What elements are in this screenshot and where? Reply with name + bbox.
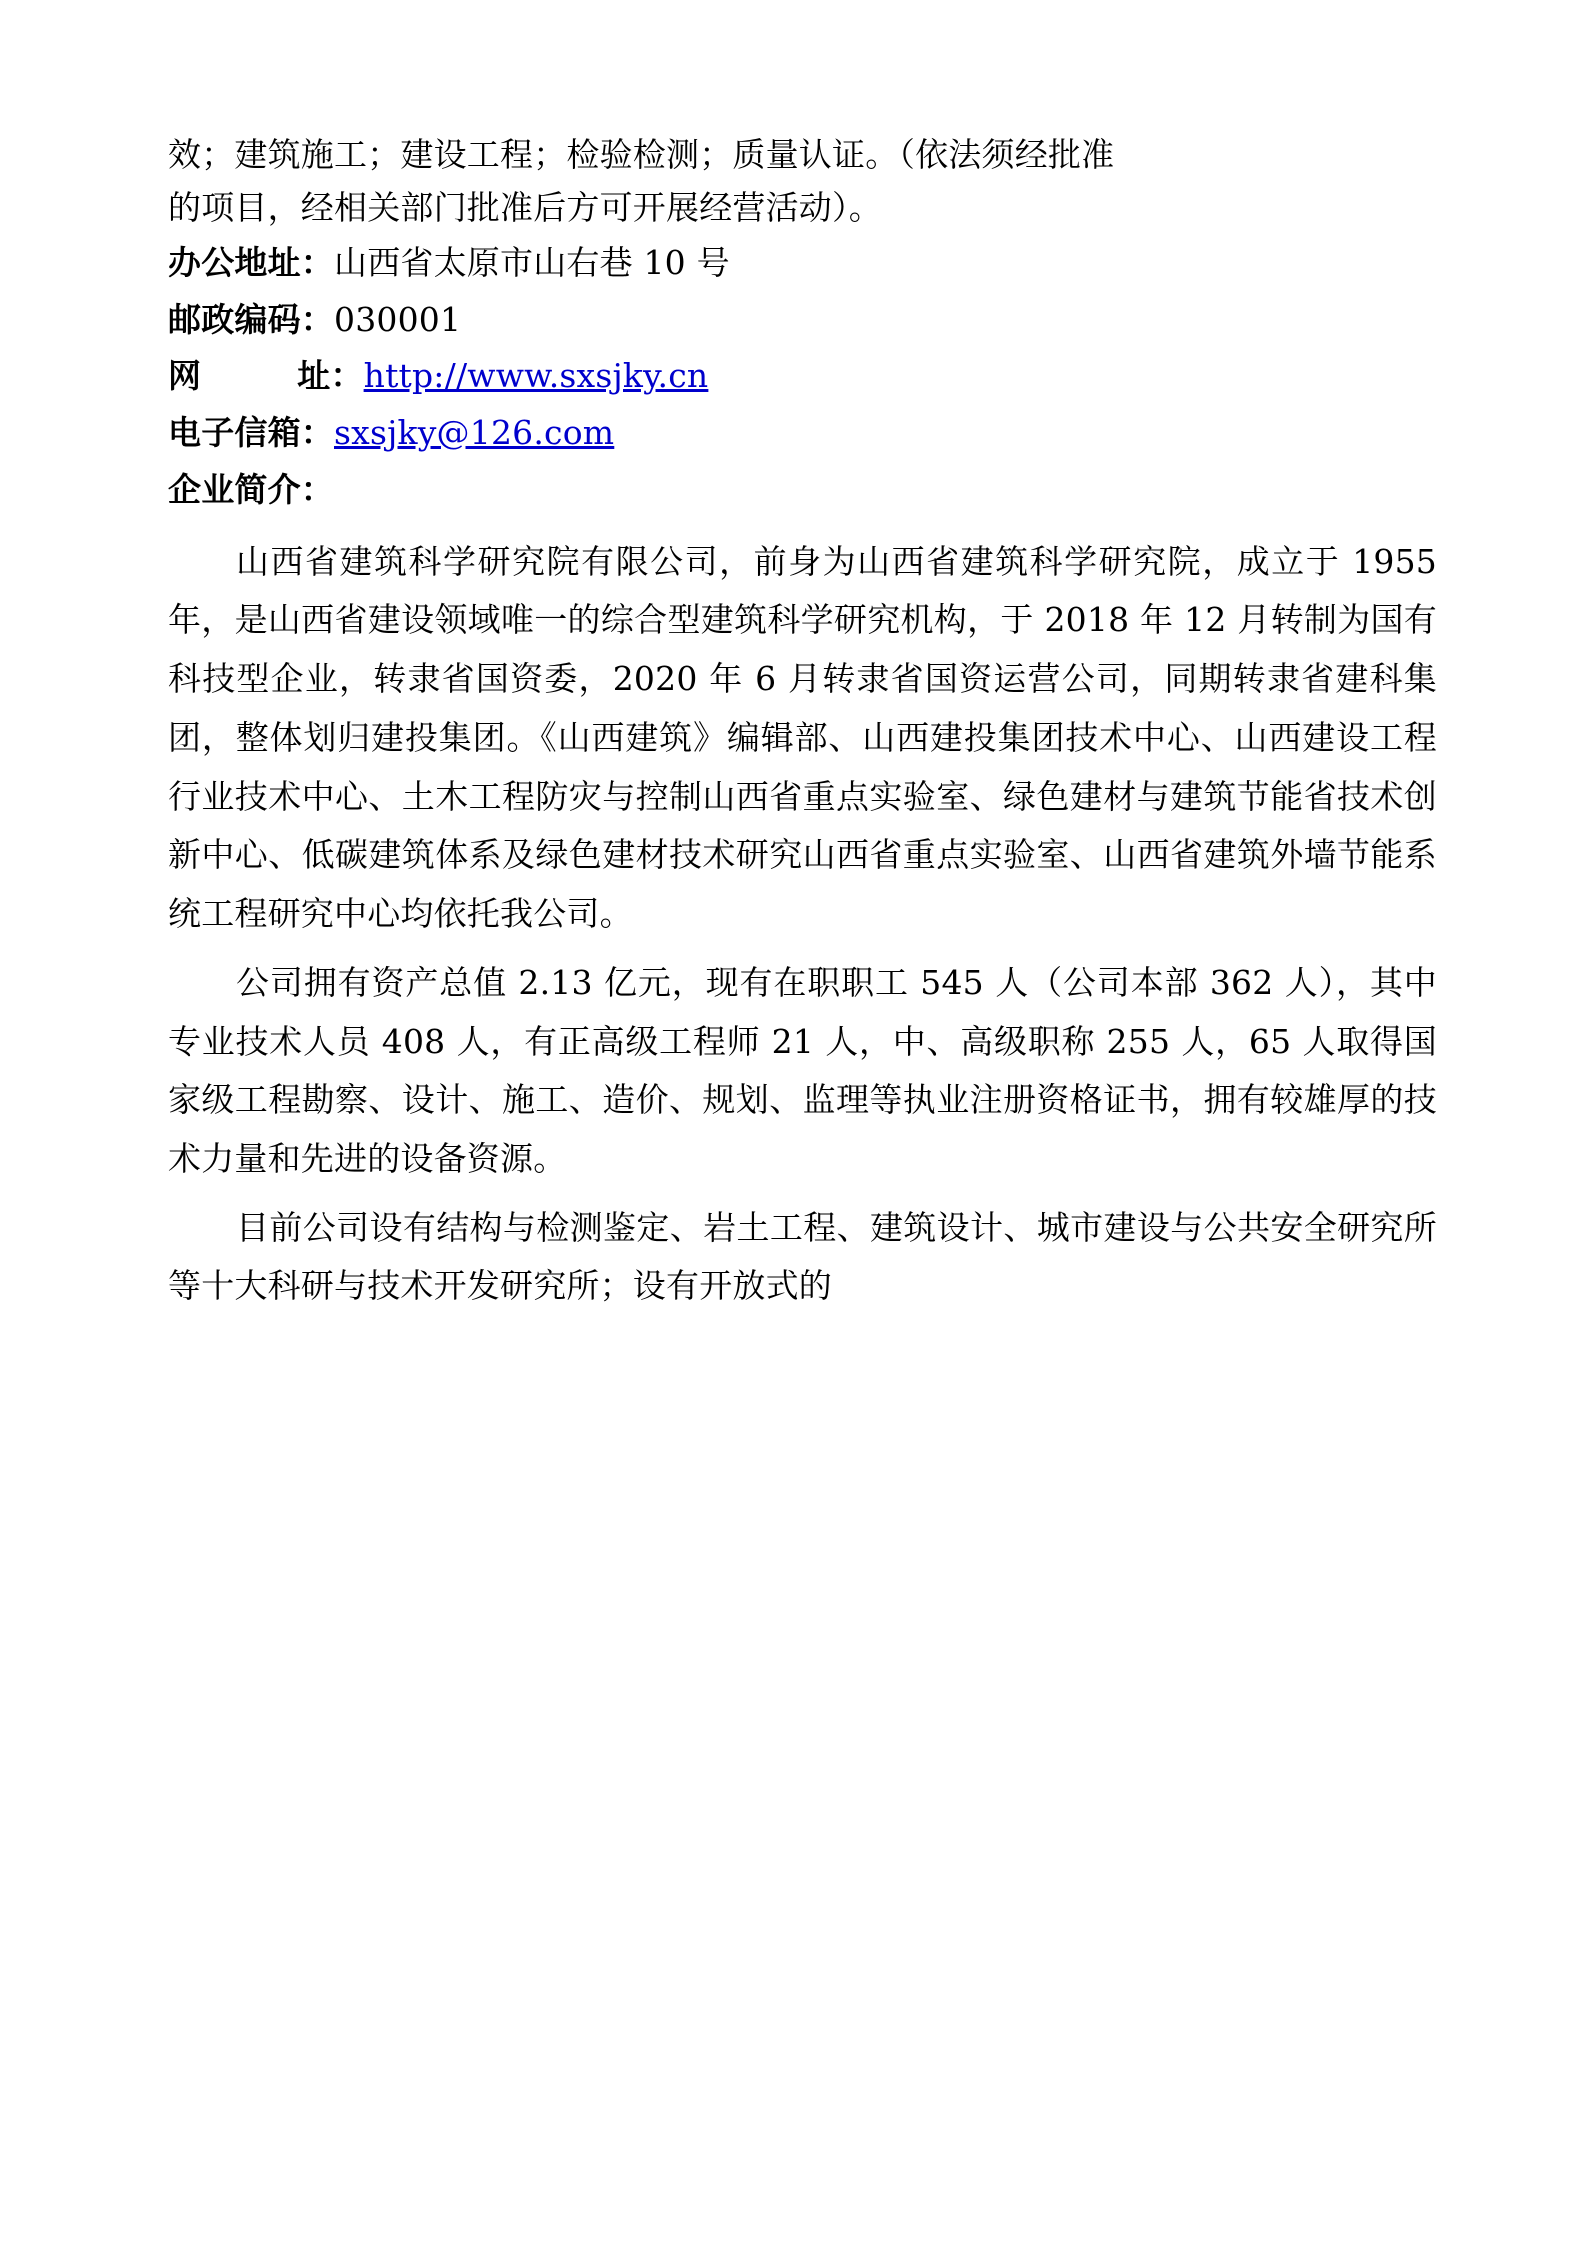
email-line bbox=[168, 405, 1437, 462]
office-address-value: 山西省太原市山右巷 10 号 bbox=[334, 242, 730, 282]
profile-paragraph-3: 目前公司设有结构与检测鉴定、岩土工程、建筑设计、城市建设与公共安全研究所等十大科研与技术开发研究所；设有开放式的 bbox=[168, 1207, 1437, 1306]
website-link[interactable]: http://www.sxsjky.cn bbox=[363, 356, 709, 396]
profile-heading-text: 企业简介： bbox=[168, 469, 334, 509]
office-address-line bbox=[168, 235, 1437, 292]
office-address-label: 办公地址： bbox=[168, 242, 334, 282]
email-label: 电子信箱： bbox=[168, 413, 334, 453]
website-line bbox=[168, 348, 1437, 405]
postcode-label: 邮政编码： bbox=[168, 299, 334, 339]
postcode-value: 030001 bbox=[334, 299, 462, 339]
postcode-line bbox=[168, 292, 1437, 349]
profile-paragraph-1: 山西省建筑科学研究院有限公司，前身为山西省建筑科学研究院，成立于 1955 年，是山西省建设领域唯一的综合型建筑科学研究机构，于 2018 年 12 月转制为国有科技型企业，转隶省国资委，2020 年 6 月转隶省国资运营公司，同期转隶省建科集团，整体划归建投集团。《山西建筑》编辑部、山西建投集团技术中心、山西建设工程行业技术中心、土木工程防灾与控制山西省重点实验室、绿色建材与建筑节能省技术创新中心、低碳建筑体系及绿色建材技术研究山西省重点实验室、山西省建筑外墙节能系统工程研究中心均依托我公司。 bbox=[168, 541, 1437, 934]
website-label-second: 址： bbox=[297, 356, 364, 396]
profile-body bbox=[168, 533, 1437, 1317]
continued-paragraph-line-2: 的项目，经相关部门批准后方可开展经营活动）。 bbox=[168, 188, 882, 228]
website-label-first: 网 bbox=[168, 356, 202, 396]
profile-paragraph-2: 公司拥有资产总值 2.13 亿元，现有在职职工 545 人（公司本部 362 人），其中专业技术人员 408 人，有正高级工程师 21 人，中、高级职称 255 人，65 人取得国家级工程勘察、设计、施工、造价、规划、监理等执业注册资格证书，拥有较雄厚的技术力量和先进的设备资源。 bbox=[168, 962, 1437, 1178]
document-body bbox=[168, 128, 1437, 1316]
continued-paragraph-line-1: 效；建筑施工；建设工程；检验检测；质量认证。（依法须经批准 bbox=[168, 135, 1115, 174]
profile-heading bbox=[168, 462, 1437, 519]
email-link[interactable]: sxsjky@126.com bbox=[334, 413, 615, 453]
continued-paragraph bbox=[168, 128, 1437, 235]
